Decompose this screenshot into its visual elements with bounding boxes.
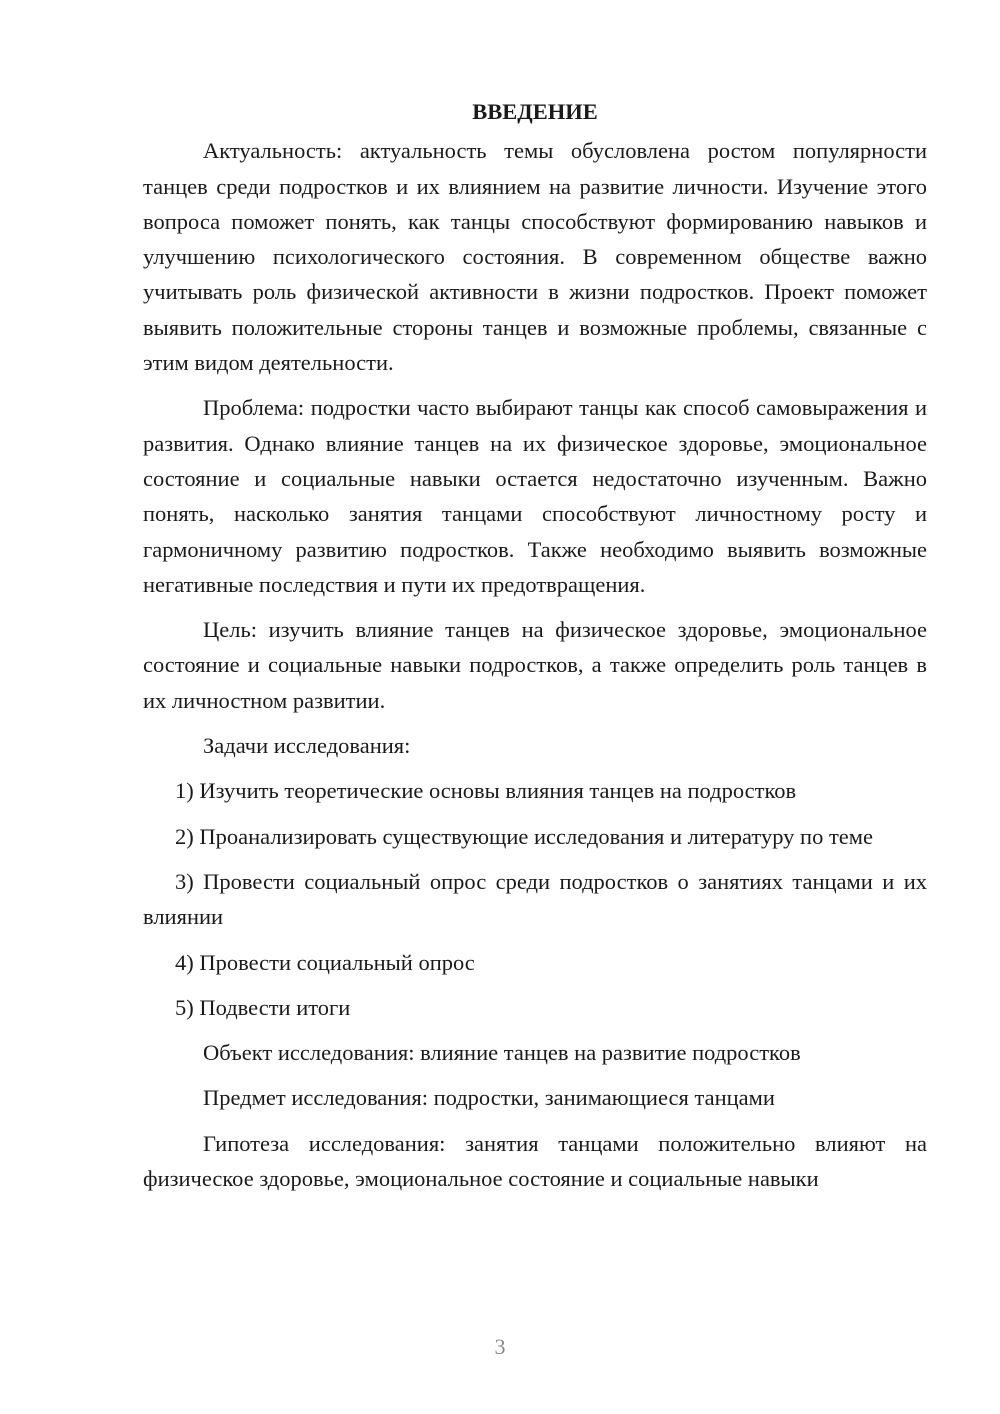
task-item-3: 3) Провести социальный опрос среди подростков о занятиях танцами и их влиянии xyxy=(143,868,927,930)
task-item-2: 2) Проанализировать существующие исследования и литературу по теме xyxy=(175,823,873,849)
goal-paragraph: Цель: изучить влияние танцев на физическое здоровье, эмоциональное состояние и социальные навыки подростков, а также определить роль танцев в их личностном развитии. xyxy=(143,617,927,713)
relevance-paragraph: Актуальность: актуальность темы обусловлена ростом популярности танцев среди подростков и их влиянием на развитие личности. Изучение этого вопроса поможет понять, как танцы способствуют формированию навыков и улучшению психологического состояния. В современном обществе важно учитывать роль физической активности в жизни подростков. Проект поможет выявить положительные стороны танцев и возможные проблемы, связанные с этим видом деятельности. xyxy=(143,138,927,376)
task-item-4: 4) Провести социальный опрос xyxy=(175,949,475,975)
research-subject: Предмет исследования: подростки, занимающиеся танцами xyxy=(203,1085,775,1111)
document-body xyxy=(143,94,927,1206)
tasks-heading: Задачи исследования: xyxy=(203,733,411,759)
section-heading: ВВЕДЕНИЕ xyxy=(472,99,598,124)
task-item-5: 5) Подвести итоги xyxy=(175,994,351,1020)
problem-paragraph: Проблема: подростки часто выбирают танцы как способ самовыражения и развития. Однако влияние танцев на их физическое здоровье, эмоциональное состояние и социальные навыки остается недостаточно изученным. Важно понять, насколько занятия танцами способствуют личностному росту и гармоничному развитию подростков. Также необходимо выявить возможные негативные последствия и пути их предотвращения. xyxy=(143,395,927,597)
page-number: 3 xyxy=(494,1334,506,1359)
task-item-1: 1) Изучить теоретические основы влияния танцев на подростков xyxy=(175,778,797,804)
research-object: Объект исследования: влияние танцев на развитие подростков xyxy=(203,1040,801,1066)
research-hypothesis: Гипотеза исследования: занятия танцами положительно влияют на физическое здоровье, эмоциональное состояние и социальные навыки xyxy=(143,1130,927,1192)
